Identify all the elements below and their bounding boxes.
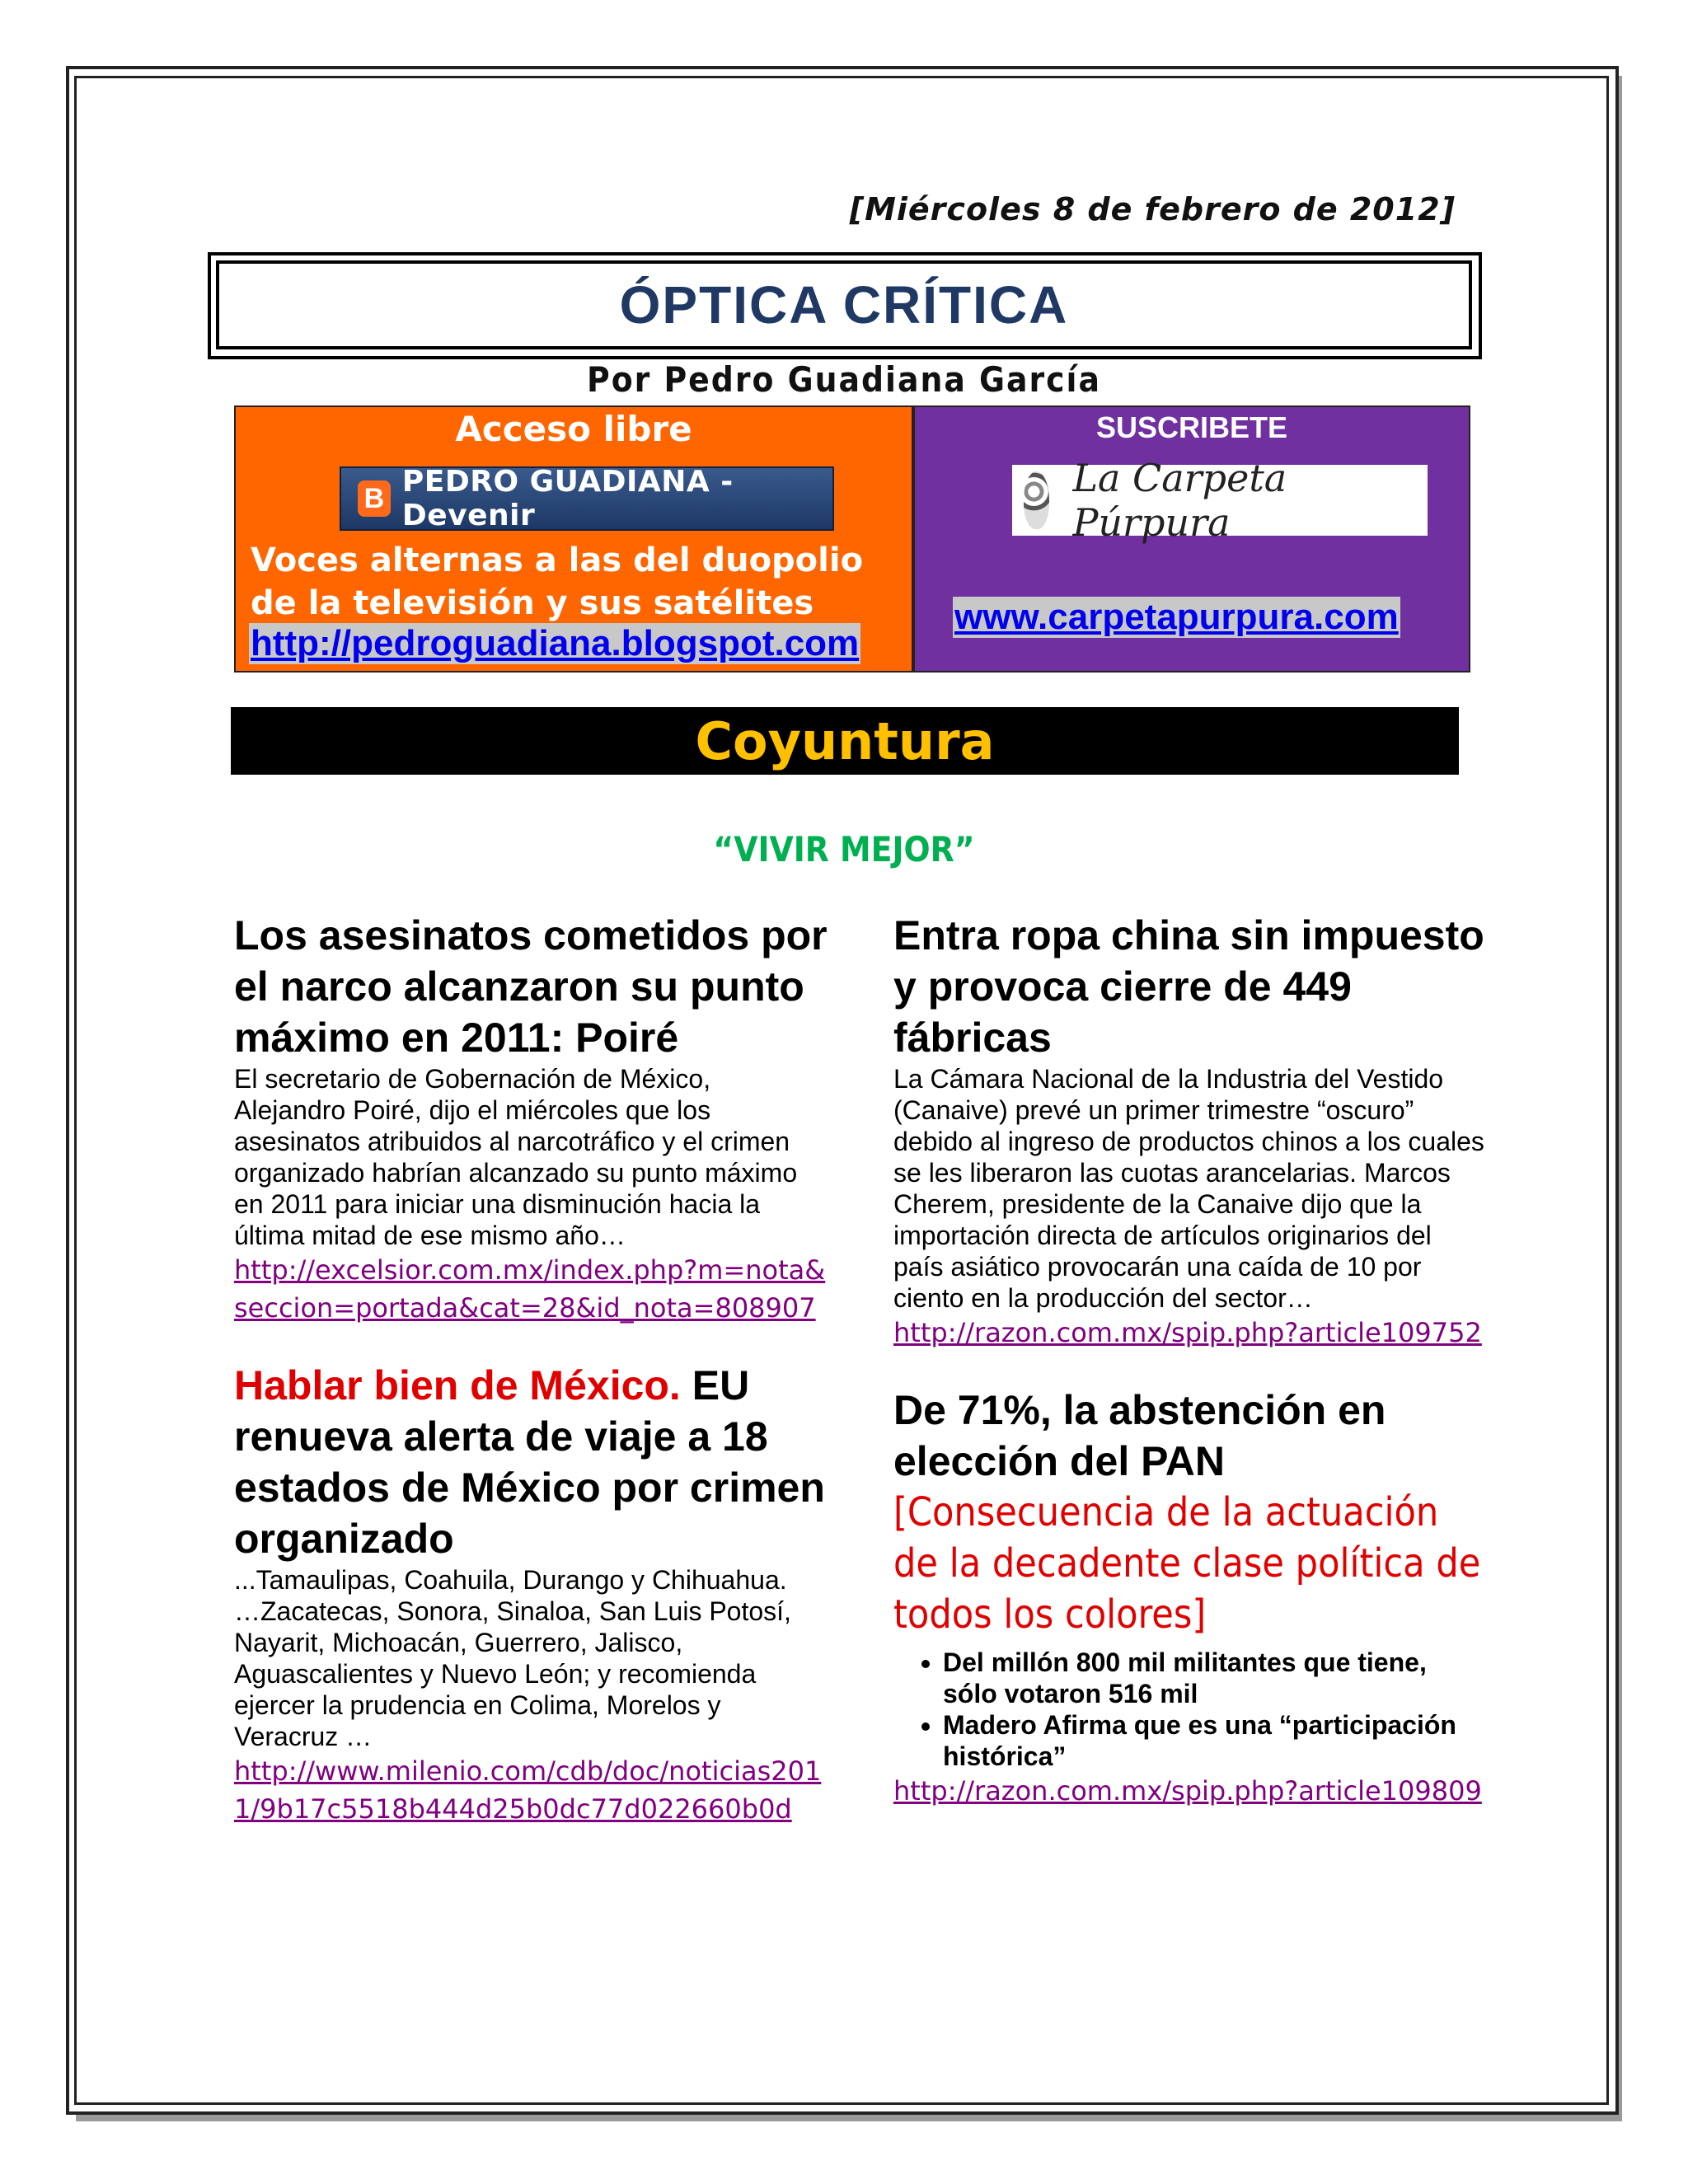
blog-link[interactable]: http://pedroguadiana.blogspot.com	[251, 623, 860, 663]
column-right	[893, 910, 1487, 1843]
carpeta-link[interactable]: www.carpetapurpura.com	[954, 597, 1399, 637]
article-link[interactable]: http://excelsior.com.mx/index.php?m=nota&seccion=portada&cat=28&id_nota=808907	[234, 1254, 826, 1324]
column-left	[234, 910, 828, 1861]
section-title: Coyuntura	[695, 710, 995, 771]
blogger-icon: B	[358, 480, 391, 517]
headline-red-prefix: Hablar bien de México.	[234, 1362, 681, 1408]
article	[893, 910, 1487, 1352]
issue-date: [Miércoles 8 de febrero de 2012]	[849, 191, 1456, 227]
article-headline: Los asesinatos cometidos por el narco alcanzaron su punto máximo en 2011: Poiré	[234, 912, 828, 1061]
article-body: El secretario de Gobernación de México, Alejandro Poiré, dijo el miércoles que los asesinatos atribuidos al narcotráfico y el crimen organizado habrían alcanzado su punto máximo en 2011 para iniciar una disminución hacia la última mitad de ese mismo año…	[234, 1064, 798, 1250]
carpeta-purpura-logo[interactable]	[1012, 456, 1428, 545]
bullet-item: • Del millón 800 mil militantes que tiene, sólo votaron 516 mil	[943, 1647, 1487, 1709]
article-body: La Cámara Nacional de la Industria del Vestido (Canaive) prevé un primer trimestre “oscuro” debido al ingreso de productos chinos a los cuales se les liberaron las cuotas arancelarias. Marcos Cherem, presidente de la Canaive dijo que la importación directa de artículos originarios del país asiático provocarán una caída de 10 por ciento en la producción del sector…	[893, 1064, 1484, 1313]
article	[234, 910, 828, 1327]
article	[234, 1360, 828, 1828]
title-frame-inner	[216, 260, 1472, 349]
article-subhead: [Consecuencia de la actuación de la decadente clase política de todos los colores]	[893, 1489, 1481, 1638]
bullet-list	[893, 1647, 1487, 1772]
promo-subscribe-box	[913, 405, 1470, 673]
page-title: ÓPTICA CRÍTICA	[619, 275, 1069, 335]
article-body: …Zacatecas, Sonora, Sinaloa, San Luis Potosí, Nayarit, Michoacán, Guerrero, Jalisco, Aguascalientes y Nuevo León; y recomienda ejercer la prudencia en Colima, Morelos y Veracruz …	[234, 1596, 791, 1751]
page-shadow	[76, 2115, 1622, 2121]
carpeta-logo-text: La Carpeta Púrpura	[1072, 456, 1287, 545]
section-slogan: “VIVIR MEJOR”	[713, 829, 975, 869]
article-link[interactable]: http://razon.com.mx/spip.php?article109809	[893, 1775, 1482, 1807]
article-headline: Entra ropa china sin impuesto y provoca cierre de 449 fábricas	[893, 912, 1484, 1061]
promo-blog-tagline: Voces alternas a las del duopolio de la televisión y sus satélites	[251, 541, 864, 622]
bullet-item: • Madero Afirma que es una “participación histórica”	[943, 1709, 1487, 1772]
article-headline	[234, 1360, 828, 1564]
article-link[interactable]: http://razon.com.mx/spip.php?article109752	[893, 1317, 1482, 1348]
promo-subscribe-heading: SUSCRIBETE	[1095, 410, 1288, 444]
headline-rest: EU renueva alerta de viaje a 18 estados de México por crimen organizado	[234, 1362, 825, 1562]
promo-blog-heading: Acceso libre	[455, 409, 692, 449]
shell-icon	[1024, 471, 1049, 529]
article-link[interactable]: http://www.milenio.com/cdb/doc/noticias2011/9b17c5518b444d25b0dc77d022660b0d	[234, 1755, 822, 1825]
blogger-badge[interactable]	[340, 466, 834, 531]
promo-blog-box	[234, 405, 913, 673]
blogger-badge-label: PEDRO GUADIANA - Devenir	[401, 465, 734, 532]
article	[893, 1385, 1487, 1810]
byline: Por Pedro Guadiana García	[587, 359, 1101, 400]
section-bar	[231, 707, 1459, 775]
article-headline: De 71%, la abstención en elección del PAN	[893, 1387, 1386, 1484]
article-body: ...Tamaulipas, Coahuila, Durango y Chihuahua.	[234, 1565, 787, 1595]
